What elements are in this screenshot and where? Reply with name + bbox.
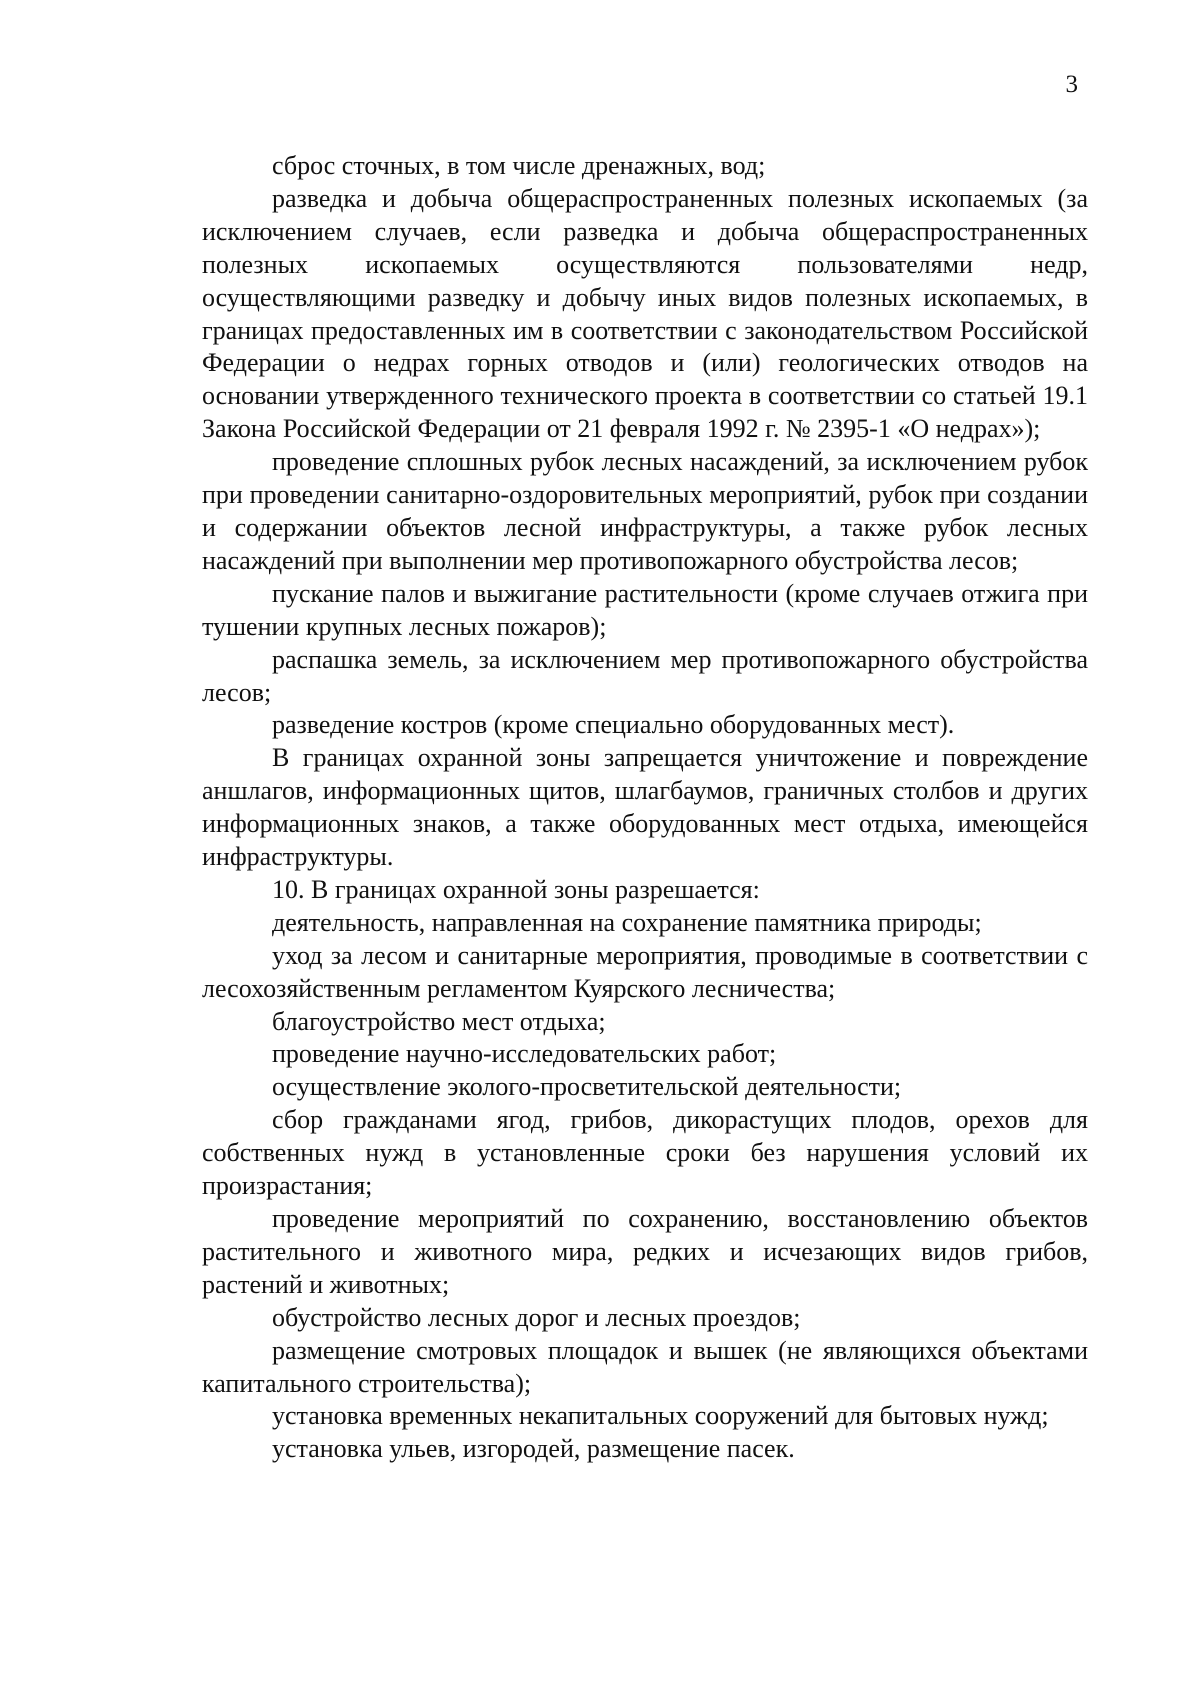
paragraph: проведение сплошных рубок лесных насаждений, за исключением рубок при проведении санитарно-оздоровительных мероприятий, рубок при создании и содержании объектов лесной инфраструктуры, а также рубок лесных насаждений при выполнении мер противопожарного обустройства лесов; (202, 447, 1088, 575)
paragraph: пускание палов и выжигание растительности (кроме случаев отжига при тушении крупных лесных пожаров); (202, 578, 1088, 641)
paragraph: В границах охранной зоны запрещается уничтожение и повреждение аншлагов, информационных щитов, шлагбаумов, граничных столбов и других информационных знаков, а также оборудованных мест отдыха, имеющейся инфраструктуры. (202, 743, 1088, 872)
paragraph: благоустройство мест отдыха; (272, 1006, 606, 1036)
paragraph: обустройство лесных дорог и лесных проездов; (272, 1302, 801, 1332)
paragraph: уход за лесом и санитарные мероприятия, проводимые в соответствии с лесохозяйственным регламентом Куярского лесничества; (202, 940, 1088, 1003)
paragraph: распашка земель, за исключением мер противопожарного обустройства лесов; (202, 644, 1088, 707)
document-body (202, 150, 1088, 1466)
page-number: 3 (1065, 71, 1078, 98)
paragraph: разведка и добыча общераспространенных полезных ископаемых (за исключением случаев, если разведка и добыча общераспространенных полезных ископаемых осуществляются пользователями недр, осуществляющими разведку и добычу иных видов полезных ископаемых, в границах предоставленных им в соответствии с законодательством Российской Федерации о недрах горных отводов и (или) геологических отводов на основании утвержденного технического проекта в соответствии со статьей 19.1 Закона Российской Федерации от 21 февраля 1992 г. № 2395-1 «О недрах»); (202, 183, 1088, 444)
paragraph: проведение научно-исследовательских работ; (272, 1039, 777, 1069)
paragraph: установка временных некапитальных сооружений для бытовых нужд; (272, 1401, 1049, 1431)
paragraph: деятельность, направленная на сохранение памятника природы; (272, 907, 982, 937)
paragraph: размещение смотровых площадок и вышек (не являющихся объектами капитального строительства); (202, 1335, 1088, 1398)
paragraph: разведение костров (кроме специально оборудованных мест). (272, 710, 955, 740)
paragraph: установка ульев, изгородей, размещение пасек. (272, 1434, 795, 1464)
paragraph: проведение мероприятий по сохранению, восстановлению объектов растительного и животного мира, редких и исчезающих видов грибов, растений и животных; (202, 1204, 1088, 1299)
paragraph: сбор гражданами ягод, грибов, дикорастущих плодов, орехов для собственных нужд в установленные сроки без нарушения условий их произрастания; (202, 1105, 1088, 1201)
section-heading-paragraph: 10. В границах охранной зоны разрешается: (272, 874, 760, 904)
paragraph: осуществление эколого-просветительской деятельности; (272, 1072, 902, 1102)
paragraph: сброс сточных, в том числе дренажных, вод; (272, 151, 766, 180)
